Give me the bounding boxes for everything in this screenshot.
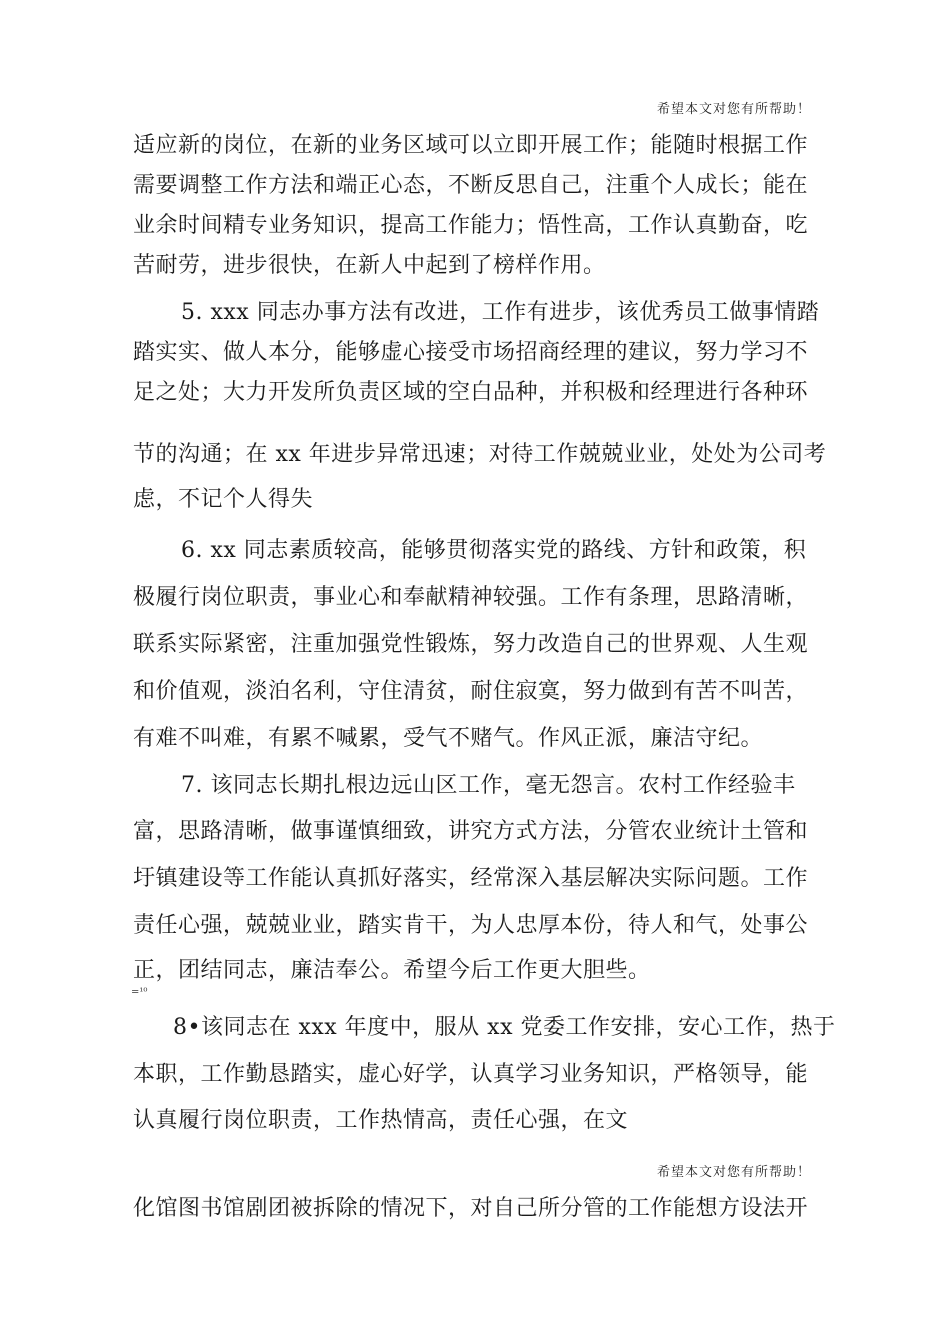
line-8: 节的沟通；在 xx 年进步异常迅速；对待工作兢兢业业，处处为公司考 <box>133 442 827 467</box>
line-15: 7. 该同志长期扎根边远山区工作，毫无怨言。农村工作经验丰 <box>181 773 796 798</box>
line-12: 联系实际紧密，注重加强党性锻炼，努力改造自己的世界观、人生观 <box>133 632 809 657</box>
line-16: 富，思路清晰，做事谨慎细致，讲究方式方法，分管农业统计土管和 <box>133 819 809 844</box>
line-17: 圩镇建设等工作能认真抓好落实，经常深入基层解决实际问题。工作 <box>133 866 809 891</box>
line-23: 化馆图书馆剧团被拆除的情况下，对自己所分管的工作能想方设法开 <box>133 1196 809 1221</box>
line-20: 8•该同志在 xxx 年度中，服从 xx 党委工作安排，安心工作，热于 <box>173 1015 836 1040</box>
line-14: 有难不叫难，有累不喊累，受气不赌气。作风正派，廉洁守纪。 <box>133 726 764 751</box>
line-2: 需要调整工作方法和端正心态，不断反思自己，注重个人成长；能在 <box>133 173 809 198</box>
line-6: 踏实实、做人本分，能够虚心接受市场招商经理的建议，努力学习不 <box>133 340 809 365</box>
header-bottom: 希望本文对您有所帮助！ <box>656 1165 811 1180</box>
line-10: 6. xx 同志素质较高，能够贯彻落实党的路线、方针和政策，积 <box>181 538 807 563</box>
line-5: 5. xxx 同志办事方法有改进，工作有进步，该优秀员工做事情踏 <box>181 300 820 325</box>
line-9: 虑，不记个人得失 <box>133 487 314 512</box>
line-4: 苦耐劳，进步很快，在新人中起到了榜样作用。 <box>133 253 606 278</box>
line-22: 认真履行岗位职责，工作热情高，责任心强，在文 <box>133 1108 629 1133</box>
line-1: 适应新的岗位，在新的业务区域可以立即开展工作；能随时根据工作 <box>133 133 809 158</box>
line-3: 业余时间精专业务知识，提高工作能力；悟性高，工作认真勤奋，吃 <box>133 213 809 238</box>
line-13: 和价值观，淡泊名利，守住清贫，耐住寂寞，努力做到有苦不叫苦， <box>133 679 809 704</box>
header-top: 希望本文对您有所帮助！ <box>656 102 811 117</box>
stray-mark: =¹⁰ <box>131 987 148 998</box>
line-21: 本职，工作勤恳踏实，虚心好学，认真学习业务知识，严格领导，能 <box>133 1062 809 1087</box>
line-11: 极履行岗位职责，事业心和奉献精神较强。工作有条理，思路清晰， <box>133 585 809 610</box>
line-18: 责任心强，兢兢业业，踏实肯干，为人忠厚本份，待人和气，处事公 <box>133 913 809 938</box>
line-19: 正，团结同志，廉洁奉公。希望今后工作更大胆些。 <box>133 958 651 983</box>
line-7: 足之处；大力开发所负责区域的空白品种，并积极和经理进行各种环 <box>133 380 809 405</box>
